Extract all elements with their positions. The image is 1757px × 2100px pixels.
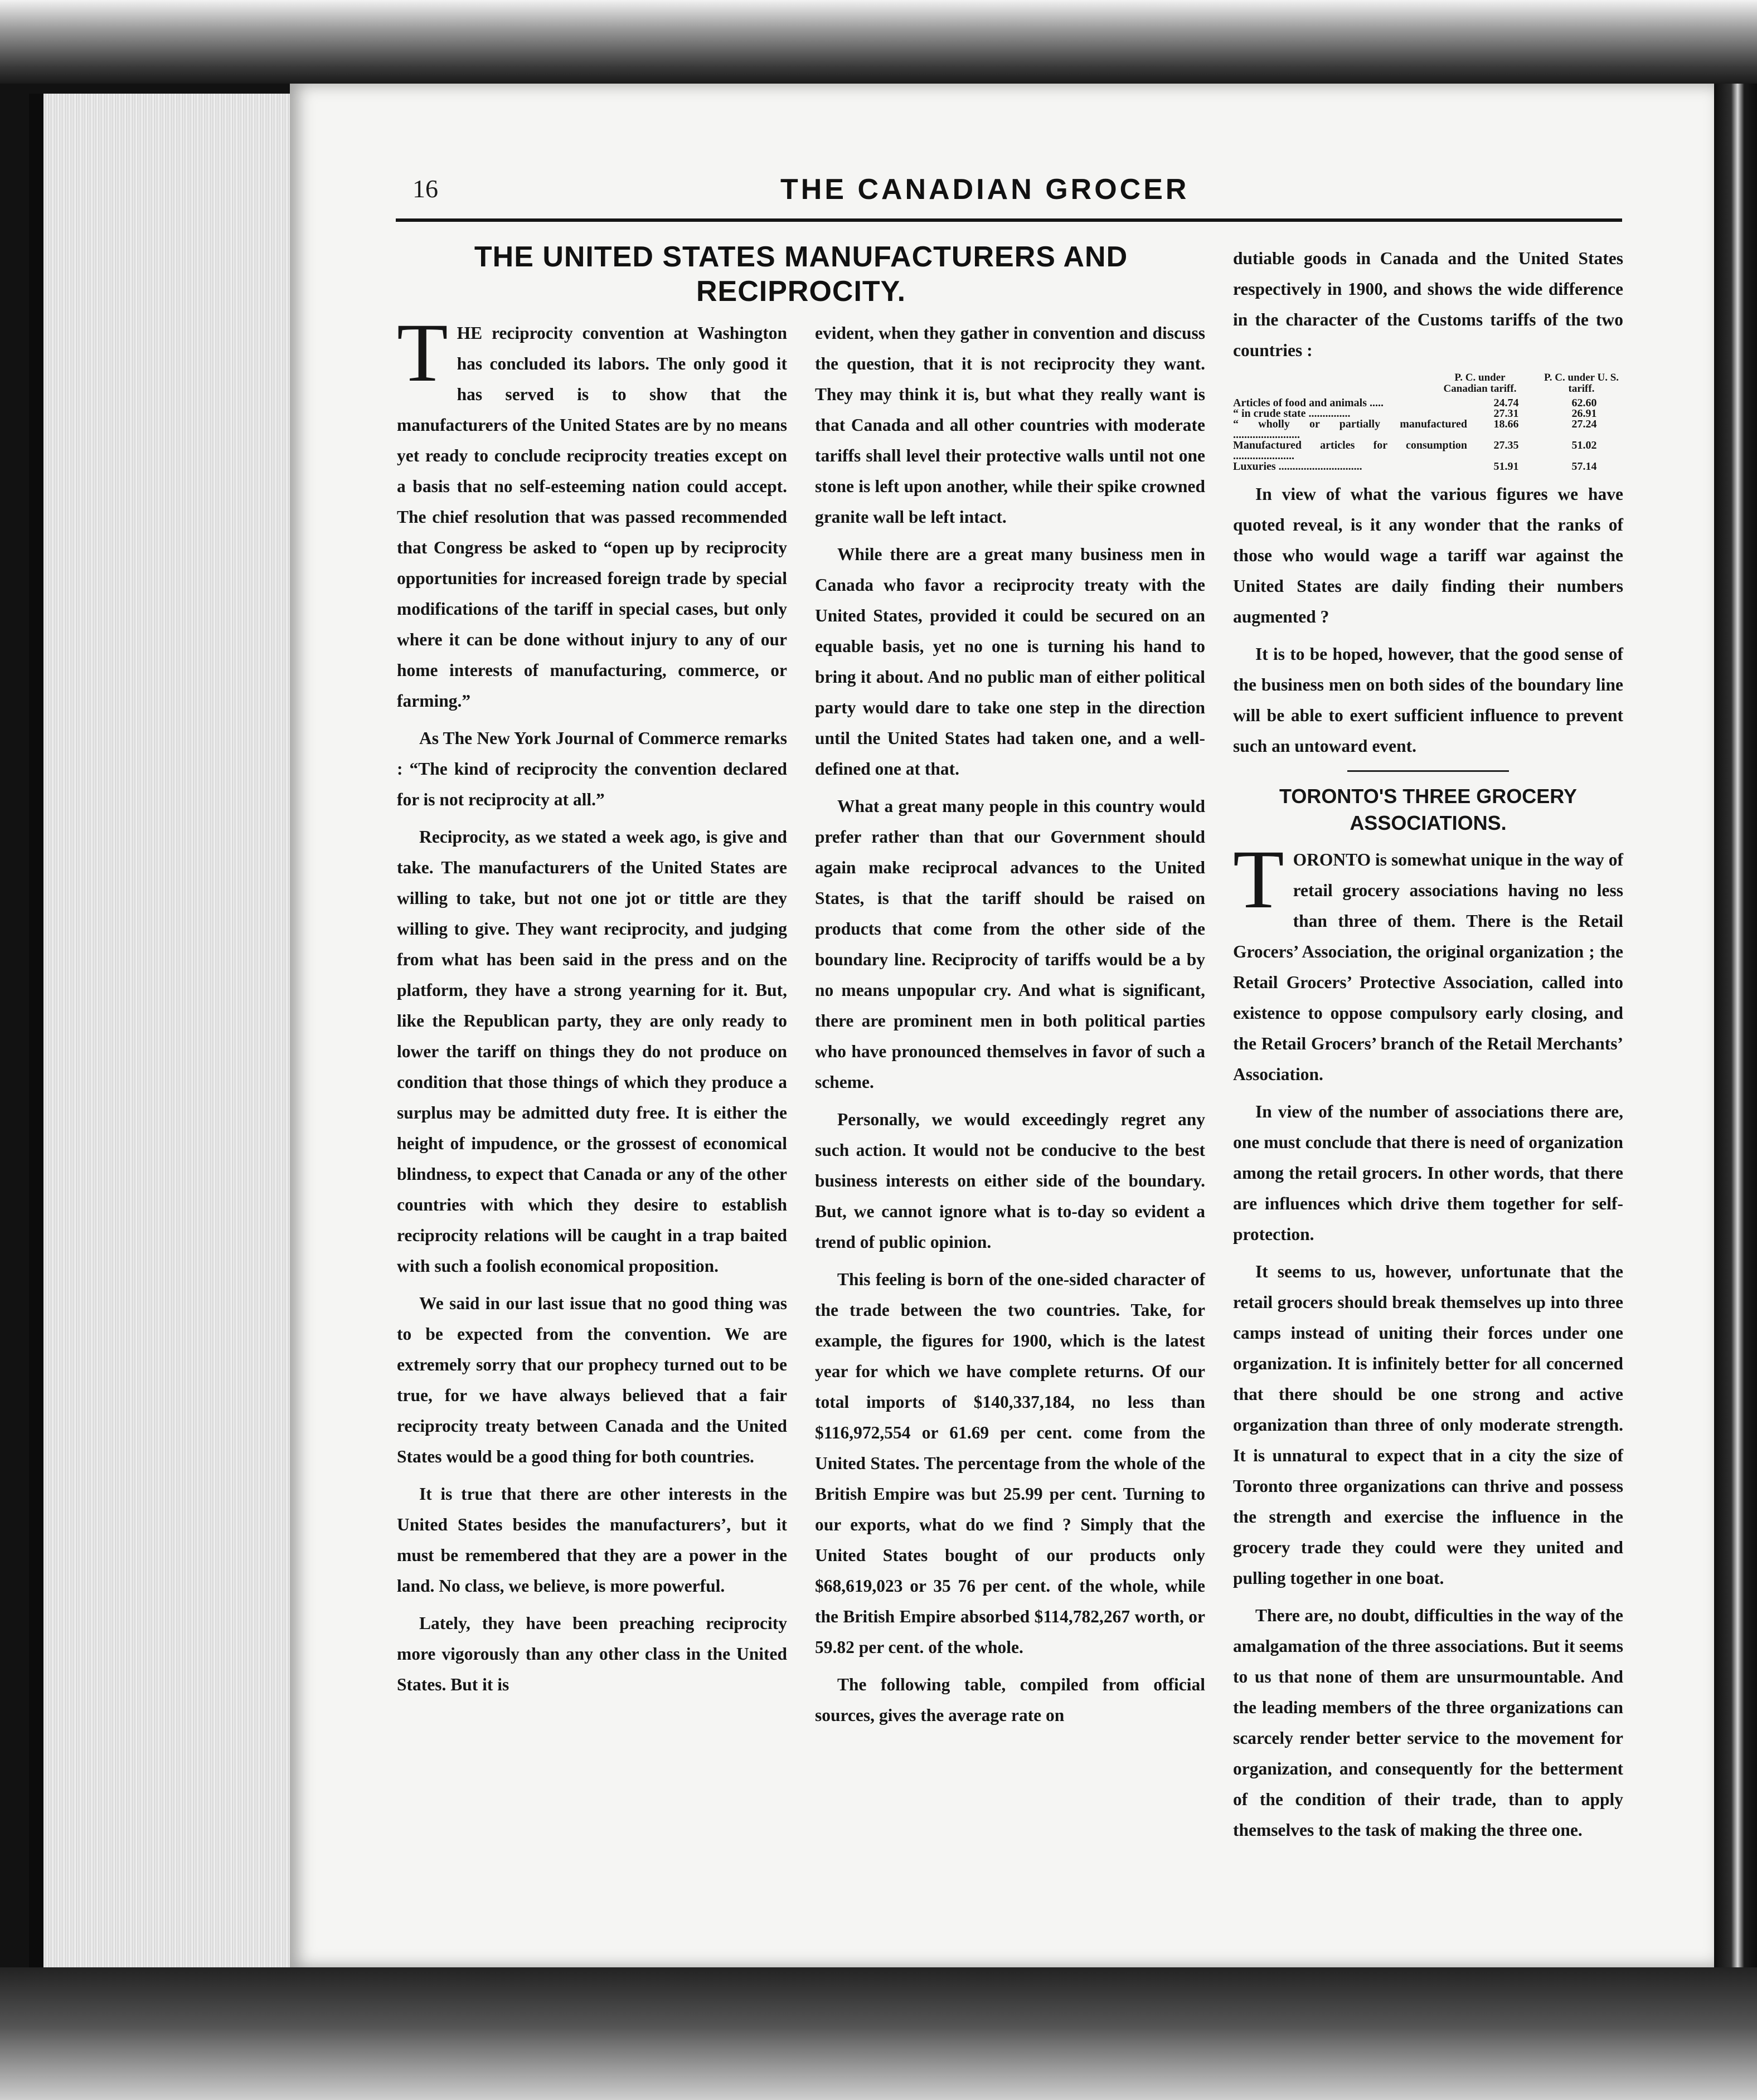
column-3	[1233, 243, 1623, 1852]
table-cell-canadian: 27.35	[1493, 439, 1519, 451]
paragraph	[1233, 833, 1623, 1090]
article-headline: THE UNITED STATES MANUFACTURERS AND RECIPROCITY.	[474, 241, 1128, 308]
scan-background-top	[0, 0, 1757, 84]
paragraph: We said in our last issue that no good thing was to be expected from the convention. We are extremely sorry that our prophecy turned out to be true, for we have always believed that a fair reciprocity treaty between Canada and the United States would be a good thing for both countries.	[397, 1294, 787, 1466]
table-cell-canadian: 24.74	[1493, 397, 1519, 409]
table-cell-us: 51.02	[1571, 439, 1597, 451]
paragraph: dutiable goods in Canada and the United States respectively in 1900, and shows the wide difference in the character of the Customs tariffs of the two countries :	[1233, 249, 1623, 360]
paragraph: This feeling is born of the one-sided character of the trade between the two countries. Take, for example, the figures for 1900, which is the latest year for which we have complete returns. Of our total imports of $140,337,184, no less than $116,972,554 or 61.69 per cent. come from the United States. The percentage from the whole of the British Empire was but 25.99 per cent. Turning to our exports, what do we find ? Simply that the United States bought of our products only $68,619,023 or 35 76 per cent. of the whole, while the British Empire absorbed $114,782,267 worth, or 59.82 per cent. of the whole.	[815, 1270, 1205, 1657]
paragraph: What a great many people in this country would prefer rather than that our Government should again make reciprocal advances to the United States, is that the tariff should be raised on products that come from the other side of the boundary line. Reciprocity of tariffs would be a by no means unpopular cry. And what is significant, there are prominent men in both political parties who have pronounced themselves in favor of such a scheme.	[815, 796, 1205, 1092]
paragraph: While there are a great many business men in Canada who favor a reciprocity treaty with the United States, provided it could be secured on an equable basis, yet no one is turning his hand to bring it about. And no public man of either political party would dare to take one step in the direction until the United States had taken one, and a well-defined one at that.	[815, 545, 1205, 779]
table-cell-canadian: 27.31	[1493, 407, 1519, 420]
article-headline-toronto: TORONTO'S THREE GROCERY ASSOCIATIONS.	[1279, 785, 1577, 834]
paragraph: Reciprocity, as we stated a week ago, is give and take. The manufacturers of the United States are willing to take, but not one jot or tittle are they willing to give. They want reciprocity, and judging from what has been said in the press and on the platform, they have a strong yearning for it. But, like the Republican party, they are only ready to lower the tariff on things they do not produce on condition that those things of which they produce a surplus may be admitted duty free. It is either the height of impudence, or the grossest of economical blindness, to expect that Canada or any of the other countries with which they desire to establish reciprocity relations will be caught in a trap baited with such a foolish economical proposition.	[397, 827, 787, 1276]
paragraph: In view of the number of associations there are, one must conclude that there is need of organization among the retail grocers. In other words, that there are influences which drive them together for self-protection.	[1233, 1102, 1623, 1244]
header-rule	[396, 218, 1622, 222]
table-cell-us: 57.14	[1571, 460, 1597, 473]
table-cell-label: Manufactured articles for consumption ......................	[1233, 439, 1467, 462]
table-cell-label: “ in crude state ...............	[1233, 407, 1351, 420]
drop-cap: T	[1233, 833, 1284, 926]
table-row	[1233, 461, 1623, 472]
book-page-edges	[29, 94, 290, 1983]
paragraph	[397, 307, 787, 716]
tariff-table-header	[1233, 372, 1623, 395]
paragraph: evident, when they gather in convention and discuss the question, that it is not reciprocity they want. They may think it is, but what they really want is that Canada and all other countries with moderate tariffs shall level their protective walls until not one stone is left upon another, while their spike crowned granite wall be left intact.	[815, 323, 1205, 527]
table-row	[1233, 419, 1623, 440]
paragraph: It seems to us, however, unfortunate that the retail grocers should break themselves up into three camps instead of uniting their forces under one organization. It is infinitely better for all concerned that there should be one strong and active organization than three of only moderate strength. It is unnatural to expect that in a city the size of Toronto three organizations can thrive and possess the strength and exercise the influence in the grocery trade they could were they united and pulling together in one boat.	[1233, 1262, 1623, 1588]
table-cell-us: 26.91	[1571, 407, 1597, 420]
column-2	[815, 318, 1205, 1737]
paragraph: It is true that there are other interests in the United States besides the manufacturers’, but it must be remembered that they are a power in the land. No class, we believe, is more powerful.	[397, 1484, 787, 1596]
paragraph-text: ORONTO is somewhat unique in the way of retail grocery associations having no less than three of them. There is the Retail Grocers’ Association, the original organization ; the Retail Grocers’ Protective Association, called into existence to oppose compulsory early closing, and the Retail Grocers’ branch of the Retail Merchants’ Association.	[1233, 850, 1623, 1084]
table-cell-us: 62.60	[1571, 397, 1597, 409]
running-title: THE CANADIAN GROCER	[780, 173, 1190, 206]
table-row	[1233, 440, 1623, 461]
tariff-table	[1233, 398, 1623, 472]
table-cell-label: Luxuries ..............................	[1233, 460, 1362, 473]
column-1	[397, 307, 787, 1707]
section-divider	[1347, 770, 1509, 772]
paragraph: It is to be hoped, however, that the good sense of the business men on both sides of the boundary line will be able to exert sufficient influence to prevent such an untoward event.	[1233, 644, 1623, 756]
paragraph: As The New York Journal of Commerce remarks : “The kind of reciprocity the convention declared for is not reciprocity at all.”	[397, 728, 787, 809]
table-column-header: P. C. under Canadian tariff.	[1443, 372, 1517, 395]
paragraph: The following table, compiled from official sources, gives the average rate on	[815, 1675, 1205, 1725]
paragraph: Lately, they have been preaching reciprocity more vigorously than any other class in the United States. But it is	[397, 1613, 787, 1694]
page-number: 16	[412, 174, 438, 203]
paragraph-text: HE reciprocity convention at Washington has concluded its labors. The only good it has served is to show that the manufacturers of the United States are by no means yet ready to conclude reciprocity treaties except on a basis that no self-esteeming nation could accept. The chief resolution that was passed recommended that Congress be asked to “open up by reciprocity opportunities for increased foreign trade by special modifications of the tariff in special cases, but only where it can be done without injury to any of our home interests of manufacturing, commerce, or farming.”	[397, 323, 787, 711]
paragraph: There are, no doubt, difficulties in the way of the amalgamation of the three associations. But it seems to us that none of them are unsurmountable. And the leading members of the three organizations can scarcely render better service to the movement for organization, and consequently for the betterment of the condition of their trade, than to apply themselves to the task of making the three one.	[1233, 1606, 1623, 1840]
scan-background-bottom	[0, 1967, 1757, 2100]
table-cell-us: 27.24	[1571, 418, 1597, 430]
table-cell-label: “ wholly or partially manufactured ........................	[1233, 418, 1467, 441]
table-cell-canadian: 51.91	[1493, 460, 1519, 473]
paragraph: Personally, we would exceedingly regret any such action. It would not be conducive to the best business interests on either side of the boundary. But, we cannot ignore what is to-day so evident a trend of public opinion.	[815, 1110, 1205, 1252]
table-cell-label: Articles of food and animals .....	[1233, 397, 1384, 409]
book-back-cover	[1714, 84, 1757, 1979]
table-cell-canadian: 18.66	[1493, 418, 1519, 430]
table-column-header: P. C. under U. S. tariff.	[1544, 372, 1619, 395]
drop-cap: T	[397, 307, 448, 399]
paragraph: In view of what the various figures we have quoted reveal, is it any wonder that the ranks of those who would wage a tariff war against the United States are daily finding their numbers augmented ?	[1233, 484, 1623, 626]
